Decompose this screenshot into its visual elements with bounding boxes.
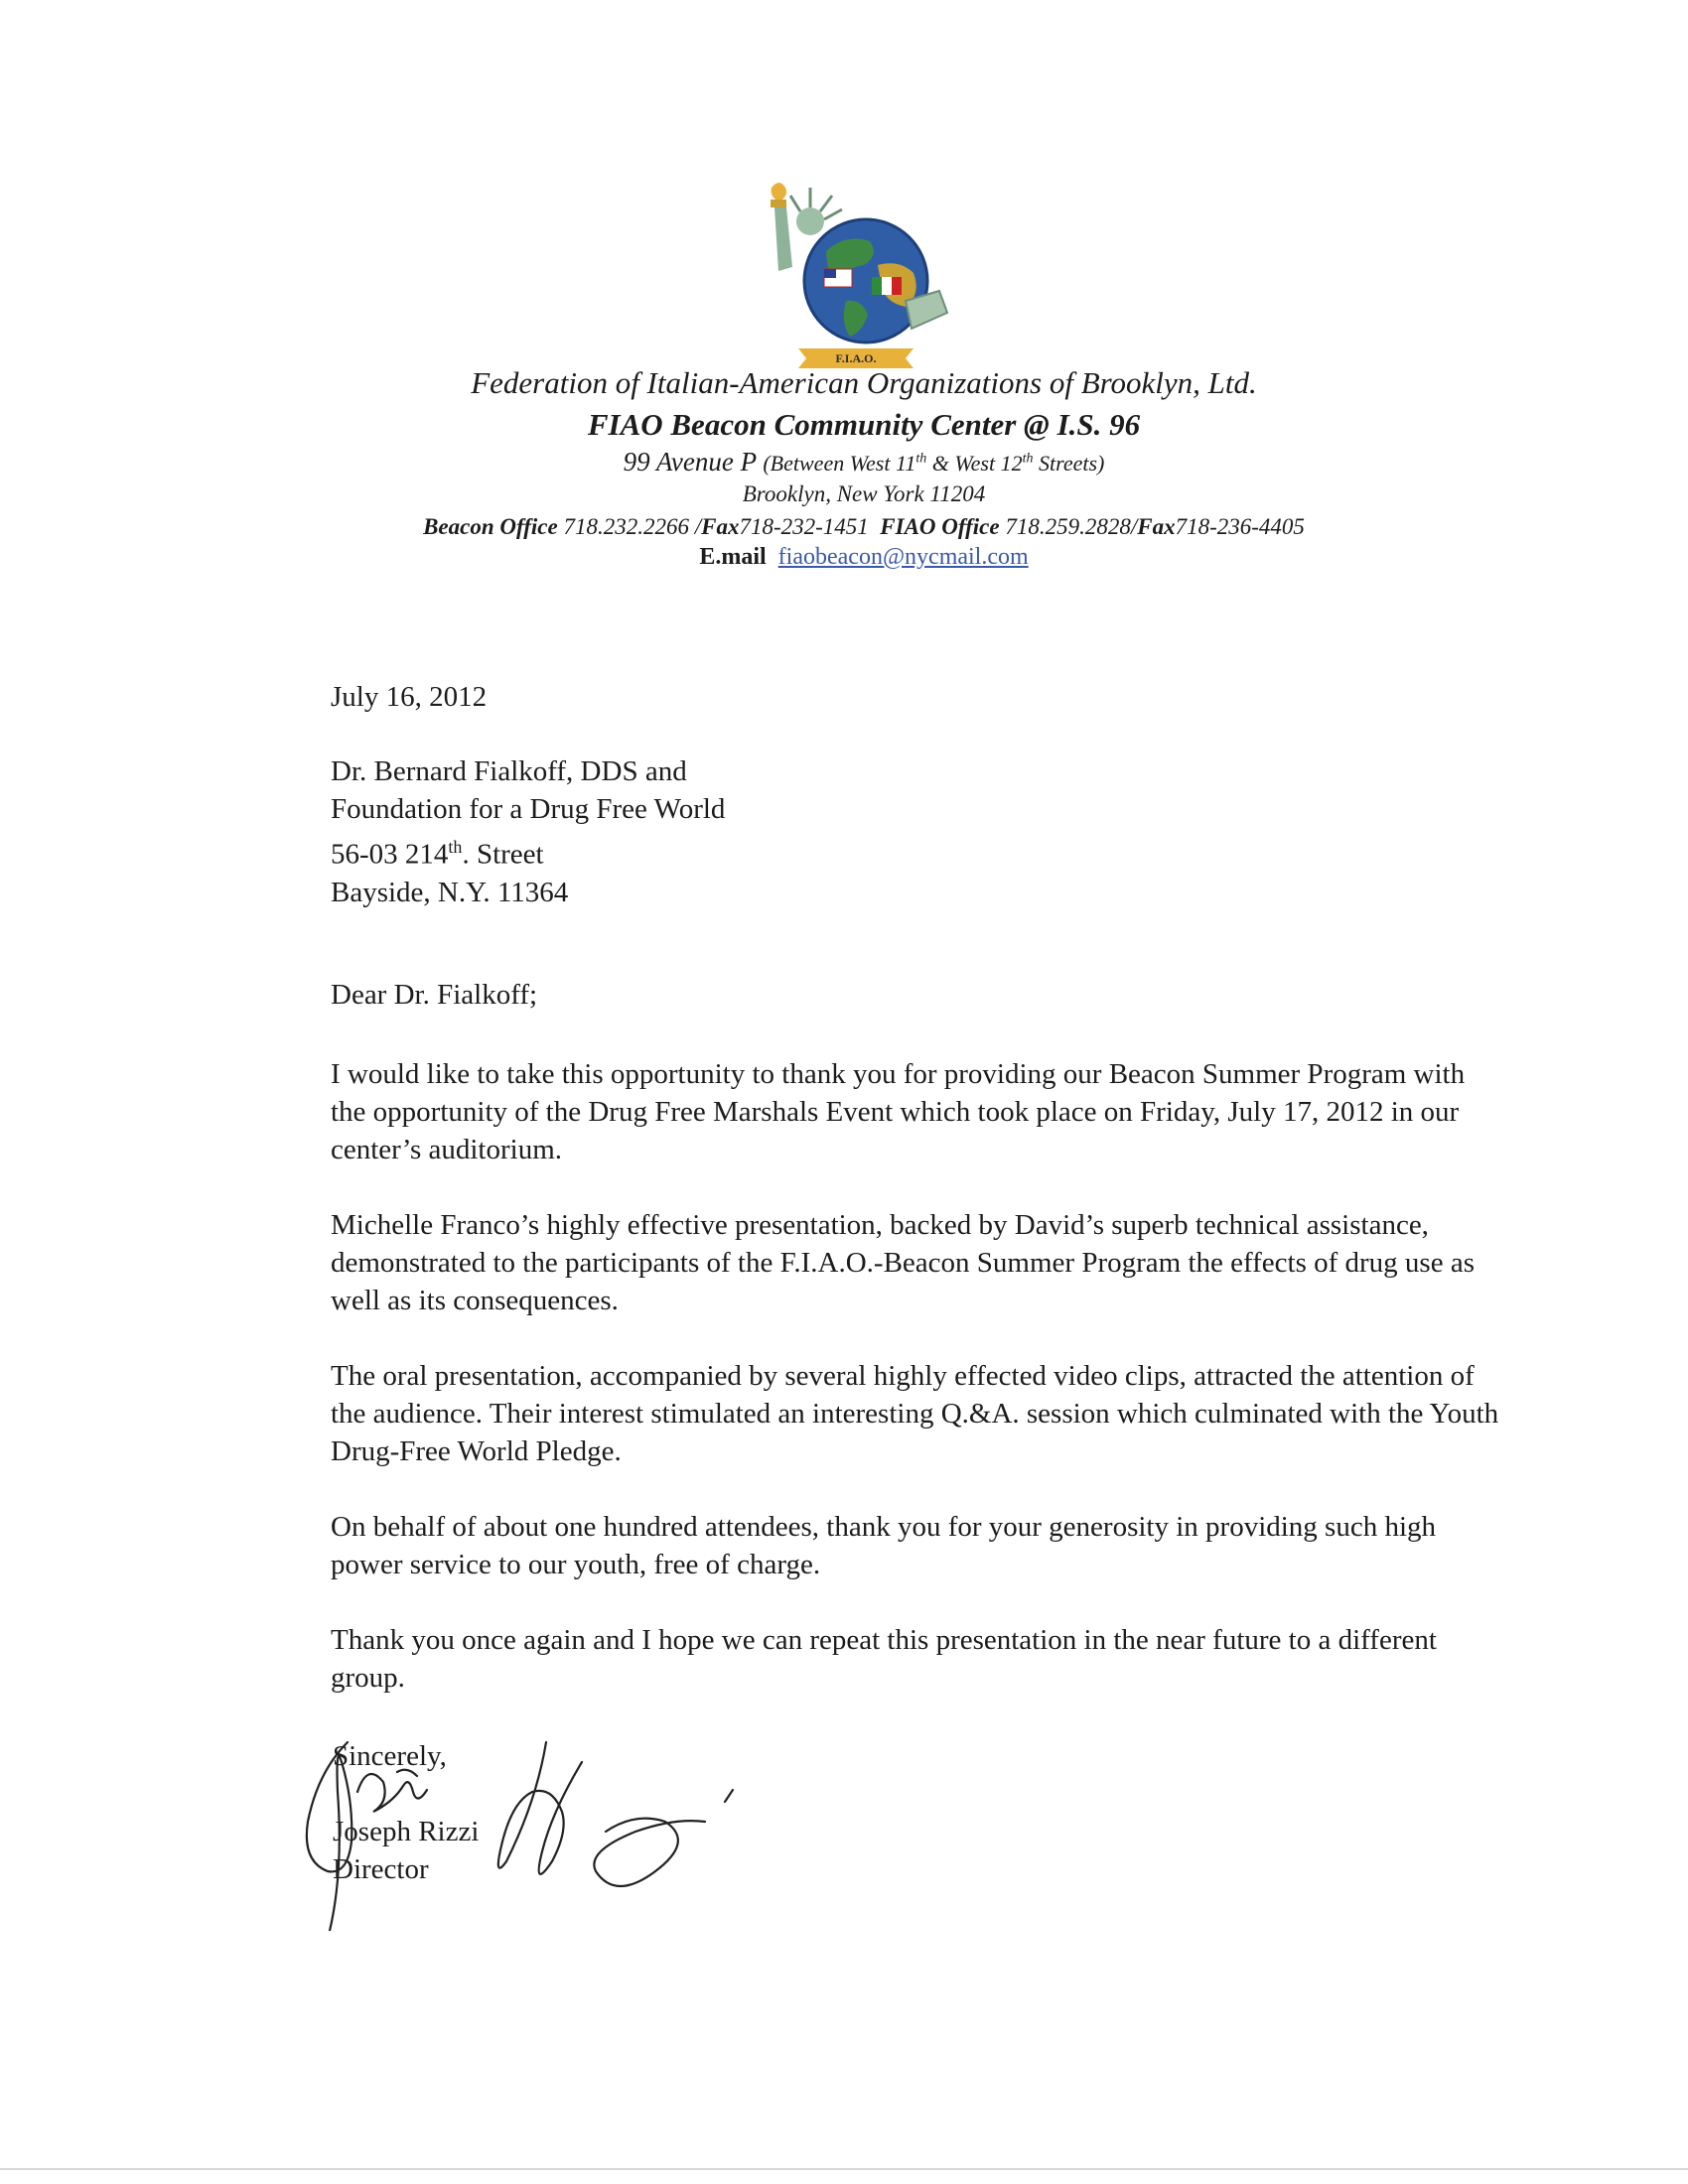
recipient-line: Bayside, N.Y. 11364 — [331, 876, 569, 908]
fiao-fax: 718-236-4405 — [1175, 514, 1305, 539]
fiao-office-label: FIAO Office — [880, 514, 1000, 539]
address-street: 99 Avenue P — [623, 447, 757, 477]
handwritten-signature — [288, 1703, 765, 1931]
body-paragraph: Michelle Franco’s highly effective presentation, backed by David’s superb technical assistance, demonstrated to the participants of the F.I.A.O.-Beacon Summer Program the effects of drug use as well as its consequences. — [331, 1209, 1475, 1316]
svg-text:F.I.A.O.: F.I.A.O. — [835, 351, 877, 365]
address-between: (Between West 11th & West 12th Streets) — [763, 451, 1105, 476]
fiao-fax-label: Fax — [1137, 514, 1176, 539]
recipient-line: Foundation for a Drug Free World — [331, 793, 726, 825]
address-line — [298, 447, 1430, 478]
signer-title: Director — [333, 1853, 429, 1885]
body-paragraph: The oral presentation, accompanied by several highly effected video clips, attracted the attention of the audience. Their interest stimulated an interesting Q.&A. session which culminated with the Youth Drug-Free World Pledge. — [331, 1360, 1499, 1467]
beacon-fax-label: Fax — [701, 514, 740, 539]
recipient-address — [331, 752, 1502, 911]
email-label: E.mail — [699, 544, 767, 570]
phone-line — [248, 514, 1479, 540]
body-paragraph: Thank you once again and I hope we can repeat this presentation in the near future to a different group. — [331, 1624, 1437, 1694]
page-edge — [0, 2168, 1688, 2170]
fiao-logo — [747, 182, 965, 370]
signer-name: Joseph Rizzi — [333, 1816, 480, 1847]
fiao-office-phone: 718.259.2828/ — [999, 514, 1138, 539]
email-link[interactable]: fiaobeacon@nycmail.com — [777, 544, 1029, 570]
salutation: Dear Dr. Fialkoff; — [331, 979, 538, 1011]
org-name: Federation of Italian-American Organizations of Brooklyn, Ltd. — [471, 365, 1257, 400]
recipient-line: 56-03 214th. Street — [331, 837, 544, 871]
beacon-office-phone: 718.232.2266 / — [557, 514, 702, 539]
beacon-fax: 718-232-1451 — [739, 514, 869, 539]
letter-date: July 16, 2012 — [331, 681, 488, 713]
center-name: FIAO Beacon Community Center @ I.S. 96 — [587, 407, 1141, 442]
recipient-line: Dr. Bernard Fialkoff, DDS and — [331, 755, 687, 787]
email-line — [298, 544, 1430, 571]
body-paragraph: I would like to take this opportunity to thank you for providing our Beacon Summer Program with the opportunity of the Drug Free Marshals Event which took place on Friday, July 17, 2012 in our center’s auditorium. — [331, 1058, 1466, 1165]
city-line: Brooklyn, New York 11204 — [742, 481, 986, 506]
beacon-office-label: Beacon Office — [423, 514, 558, 539]
body-paragraph: On behalf of about one hundred attendees, thank you for your generosity in providing such high power service to our youth, free of charge. — [331, 1511, 1437, 1580]
closing: Sincerely, — [333, 1740, 447, 1772]
